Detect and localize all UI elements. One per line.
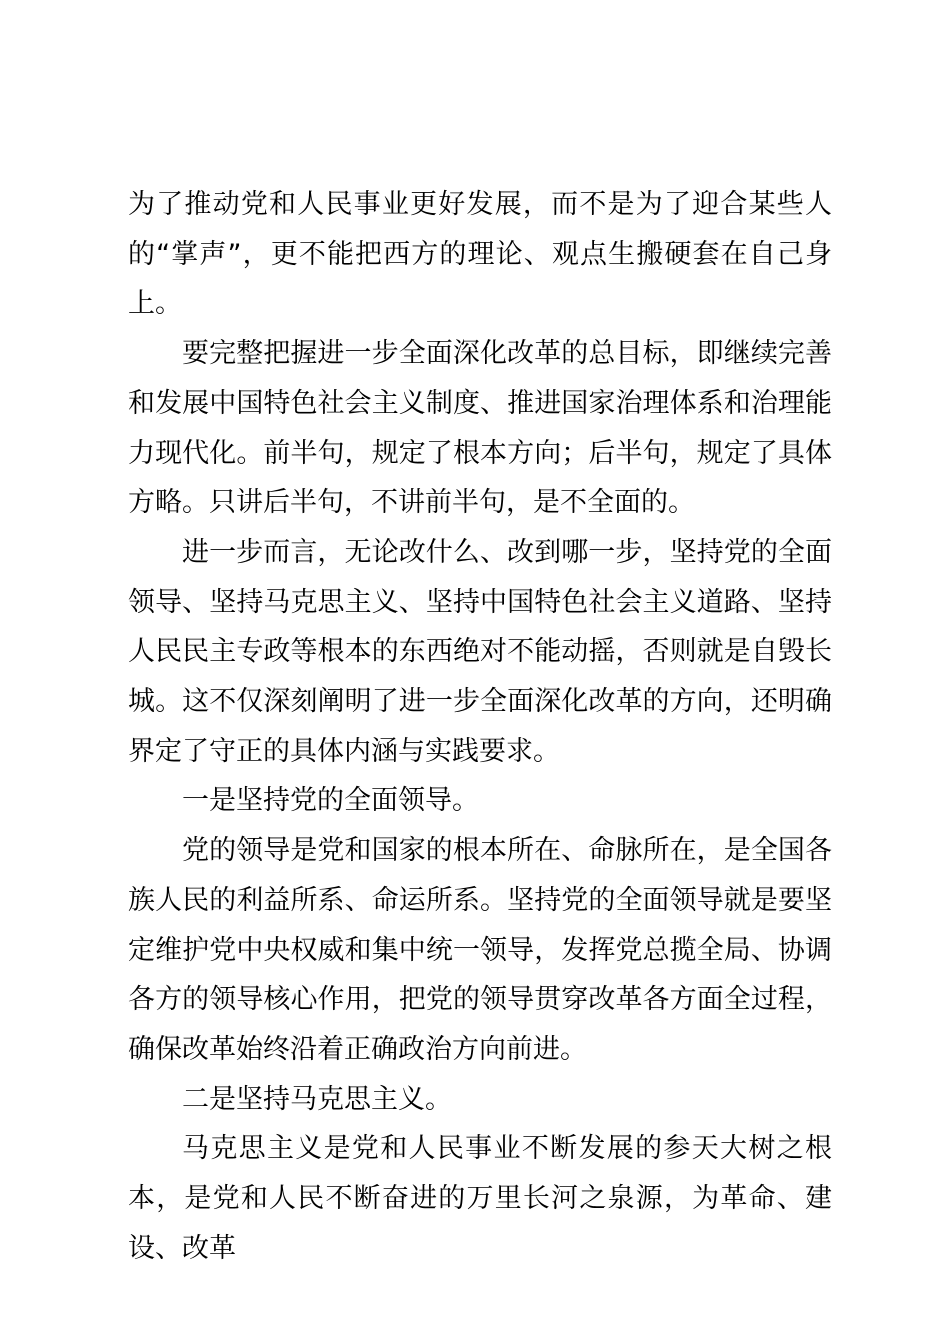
heading-point-two: 二是坚持马克思主义。 bbox=[182, 1083, 452, 1115]
paragraph-continuation: 为了推动党和人民事业更好发展，而不是为了迎合某些人的“掌声”，更不能把西方的理论、观点生搬硬套在自己身上。 bbox=[128, 189, 832, 320]
paragraph-party-leadership: 党的领导是党和国家的根本所在、命脉所在，是全国各族人民的利益所系、命运所系。坚持党的全面领导就是要坚定维护党中央权威和集中统一领导，发挥党总揽全局、协调各方的领导核心作用，把党的领导贯穿改革各方面全过程，确保改革始终沿着正确政治方向前进。 bbox=[128, 835, 832, 1065]
paragraph-marxism: 马克思主义是党和人民事业不断发展的参天大树之根本，是党和人民不断奋进的万里长河之泉源，为革命、建设、改革 bbox=[128, 1133, 832, 1264]
document-body bbox=[128, 180, 832, 1273]
paragraph-fundamentals: 进一步而言，无论改什么、改到哪一步，坚持党的全面领导、坚持马克思主义、坚持中国特色社会主义道路、坚持人民民主专政等根本的东西绝对不能动摇，否则就是自毁长城。这不仅深刻阐明了进一步全面深化改革的方向，还明确界定了守正的具体内涵与实践要求。 bbox=[128, 536, 832, 767]
paragraph-overall-goal: 要完整把握进一步全面深化改革的总目标，即继续完善和发展中国特色社会主义制度、推进国家治理体系和治理能力现代化。前半句，规定了根本方向；后半句，规定了具体方略。只讲后半句，不讲前半句，是不全面的。 bbox=[128, 338, 832, 519]
heading-point-one: 一是坚持党的全面领导。 bbox=[182, 785, 479, 817]
